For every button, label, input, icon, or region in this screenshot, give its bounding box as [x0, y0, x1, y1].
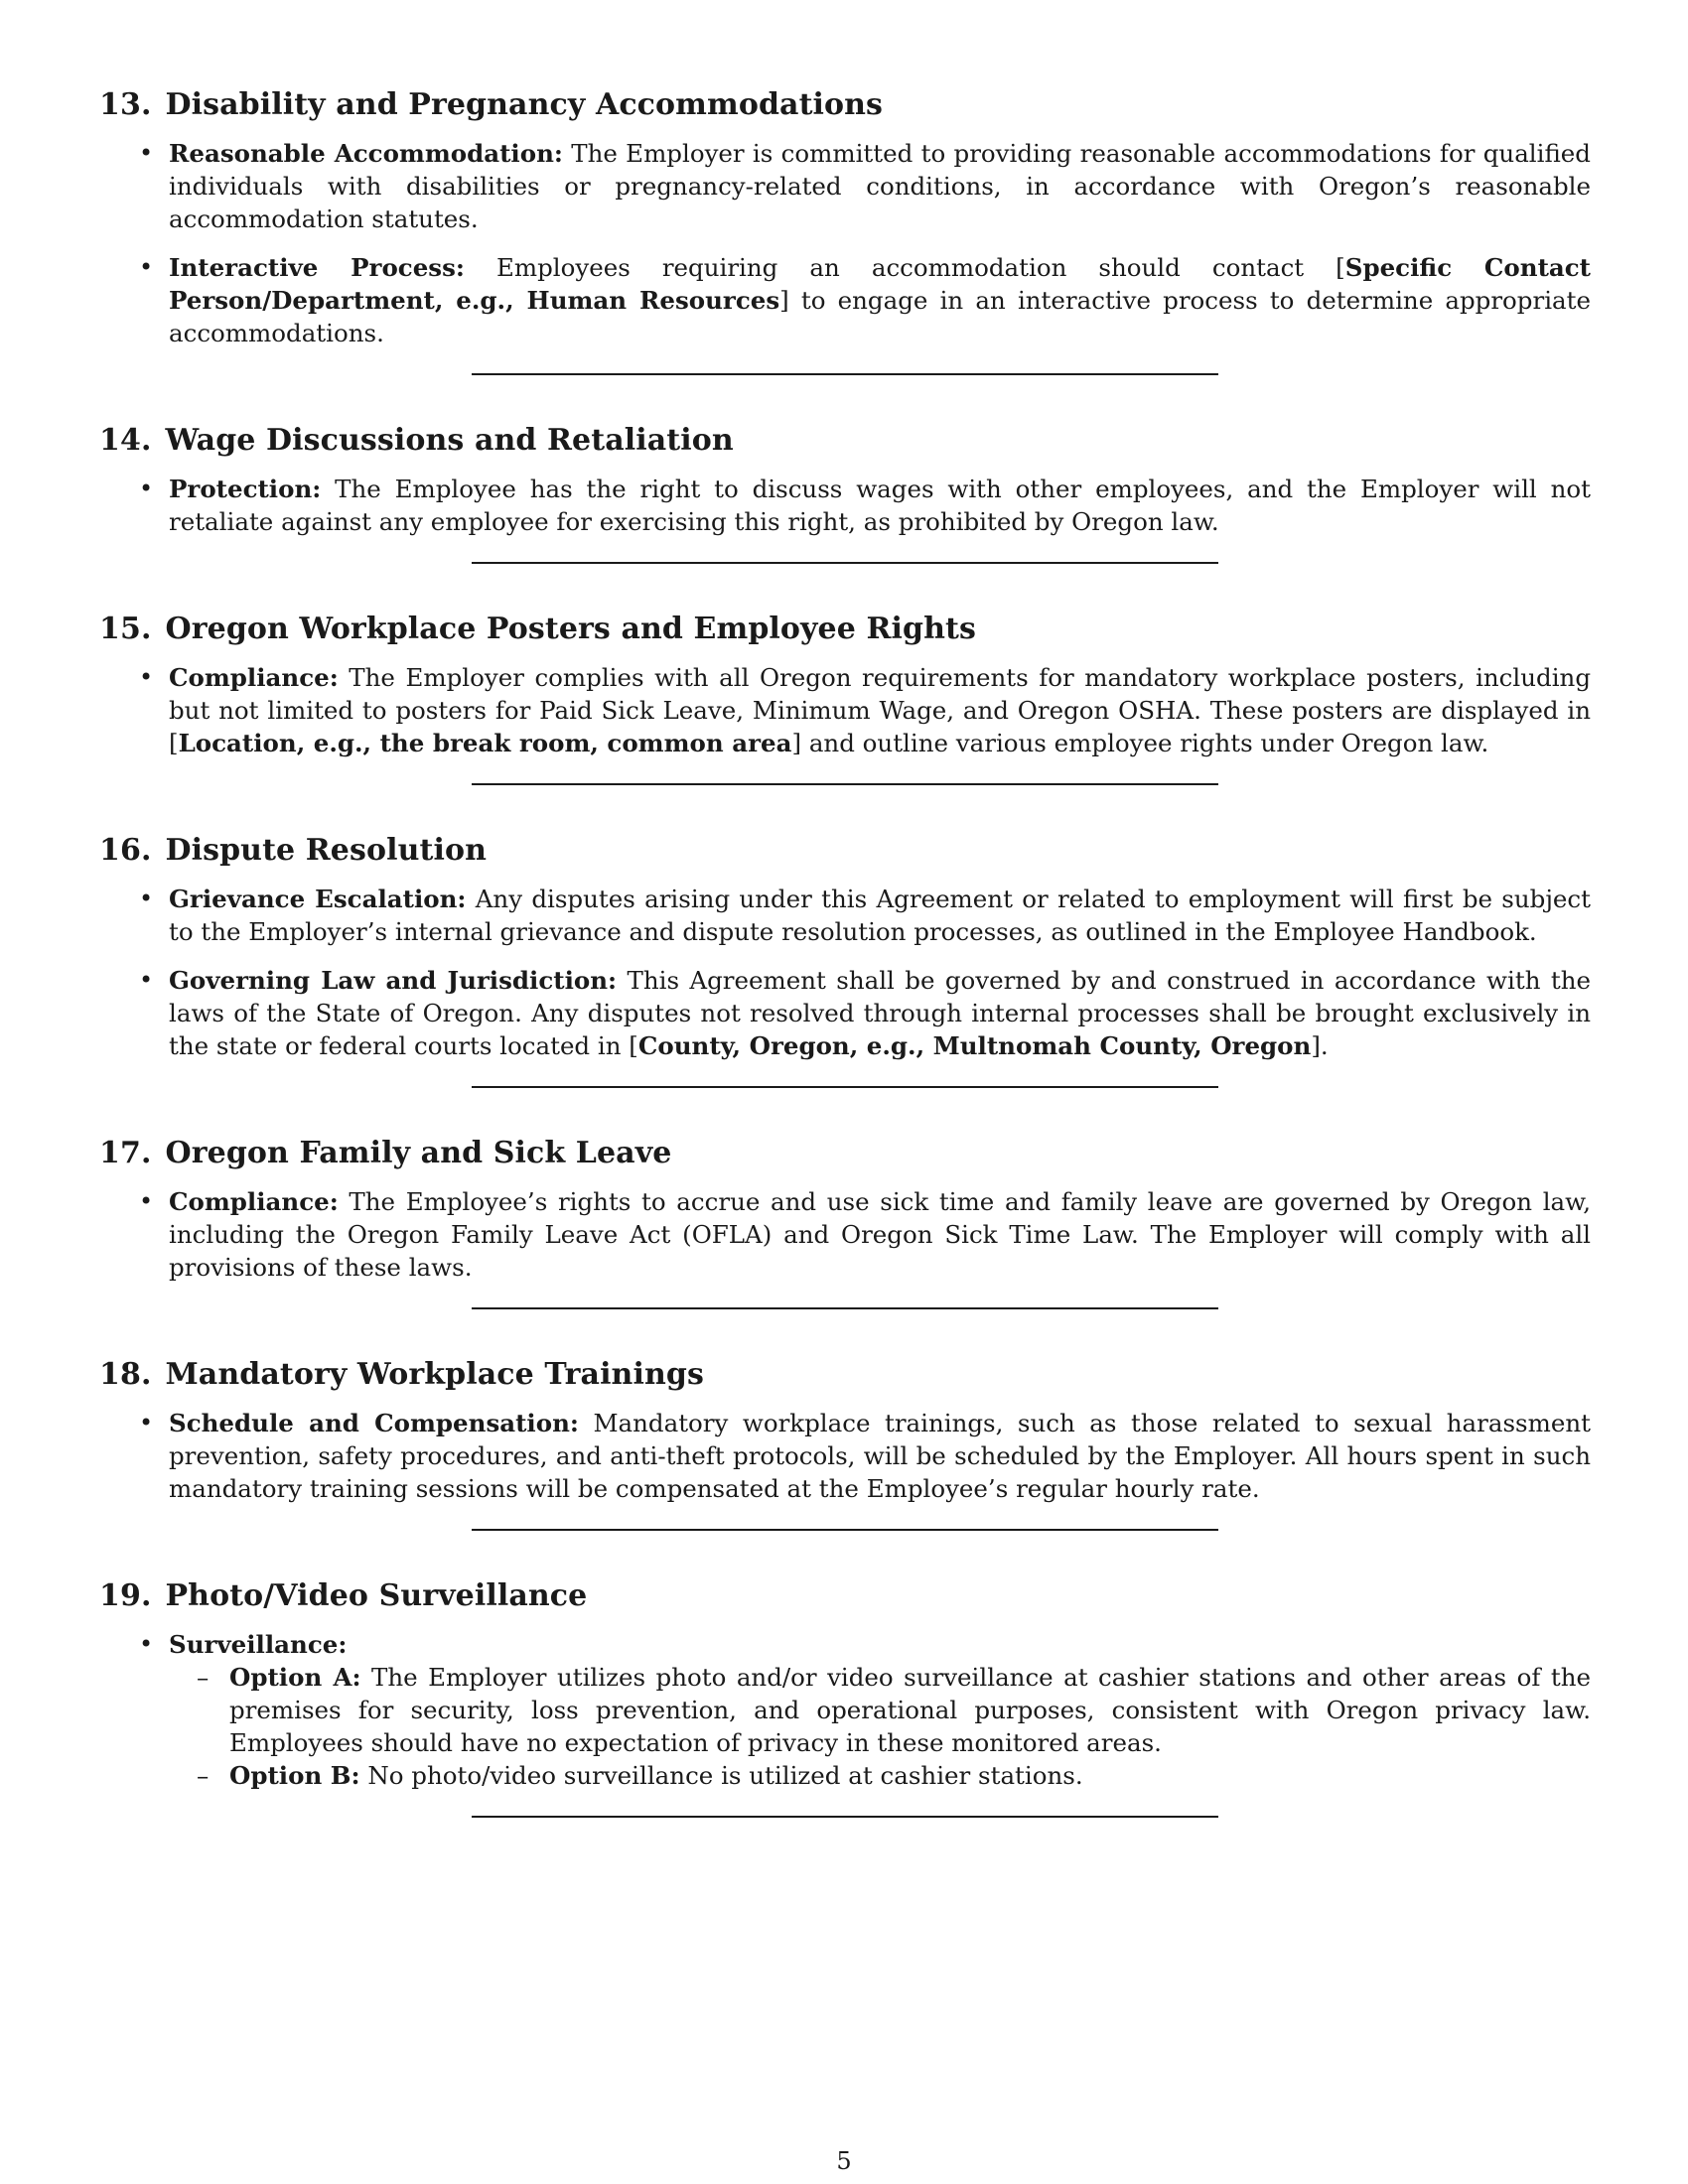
section-15	[99, 612, 1591, 759]
section-divider	[472, 1086, 1218, 1088]
item-text: Employees requiring an accommodation should contact [	[464, 253, 1345, 282]
bullet-item	[99, 661, 1591, 759]
bullet-item	[99, 883, 1591, 948]
bullet-item	[99, 473, 1591, 538]
bullet-list	[99, 473, 1591, 538]
section-heading	[99, 1136, 1591, 1171]
bullet-list	[99, 1185, 1591, 1284]
bullet-item	[99, 1185, 1591, 1284]
section-divider	[472, 783, 1218, 785]
section-title: Oregon Family and Sick Leave	[165, 1136, 672, 1170]
item-text: The Employer complies with all Oregon requirements for mandatory workplace posters, including but not limited to posters for Paid Sick Leave, Minimum Wage, and Oregon OSHA. These posters are displayed in [	[169, 663, 1591, 757]
bullet-list	[99, 137, 1591, 349]
section-heading	[99, 423, 1591, 459]
section-title: Mandatory Workplace Trainings	[165, 1357, 704, 1392]
item-label: Governing Law and Jurisdiction:	[169, 966, 618, 995]
option-list	[169, 1661, 1591, 1792]
section-divider	[472, 562, 1218, 564]
section-14	[99, 423, 1591, 538]
section-divider	[472, 373, 1218, 375]
option-item	[169, 1759, 1591, 1792]
section-number: 19.	[99, 1578, 152, 1613]
item-text: Mandatory workplace trainings, such as those related to sexual harassment prevention, safety procedures, and anti-theft protocols, will be scheduled by the Employer. All hours spent in such mandatory training sessions will be compensated at the Employee’s regular hourly rate.	[169, 1409, 1591, 1503]
item-text: ] to engage in an interactive process to determine appropriate accommodations.	[169, 286, 1591, 347]
section-divider	[472, 1529, 1218, 1531]
section-divider	[472, 1816, 1218, 1818]
item-label: Surveillance:	[169, 1630, 348, 1659]
section-13	[99, 87, 1591, 349]
bullet-list	[99, 661, 1591, 759]
bullet-item	[99, 251, 1591, 349]
option-text: No photo/video surveillance is utilized at cashier stations.	[359, 1761, 1083, 1790]
section-title: Dispute Resolution	[165, 833, 487, 868]
option-label: Option B:	[229, 1761, 360, 1790]
section-17	[99, 1136, 1591, 1284]
section-number: 18.	[99, 1357, 152, 1392]
item-text: The Employee has the right to discuss wages with other employees, and the Employer will not retaliate against any employee for exercising this right, as prohibited by Oregon law.	[169, 475, 1591, 536]
item-label: Grievance Escalation:	[169, 885, 467, 913]
item-text: Any disputes arising under this Agreement or related to employment will first be subject to the Employer’s internal grievance and dispute resolution processes, as outlined in the Employee Handbook.	[169, 885, 1591, 946]
section-number: 17.	[99, 1136, 152, 1170]
section-title: Disability and Pregnancy Accommodations	[165, 87, 884, 122]
section-title: Wage Discussions and Retaliation	[165, 423, 734, 458]
page-number: 5	[836, 2147, 852, 2175]
section-number: 16.	[99, 833, 152, 868]
bullet-item	[99, 137, 1591, 235]
section-number: 14.	[99, 423, 152, 458]
placeholder-text: Specific Contact Person/Department, e.g., Human Resources	[169, 253, 1591, 315]
item-text: The Employer is committed to providing reasonable accommodations for qualified individuals with disabilities or pregnancy-related conditions, in accordance with Oregon’s reasonable accommodation statutes.	[169, 139, 1591, 233]
section-number: 13.	[99, 87, 152, 122]
item-text: ].	[1311, 1031, 1329, 1060]
option-text: The Employer utilizes photo and/or video surveillance at cashier stations and other areas of the premises for security, loss prevention, and operational purposes, consistent with Oregon privacy law. Employees should have no expectation of privacy in these monitored areas.	[229, 1663, 1591, 1757]
section-title: Oregon Workplace Posters and Employee Rights	[165, 612, 976, 646]
bullet-item	[99, 964, 1591, 1062]
section-divider	[472, 1307, 1218, 1309]
section-16	[99, 833, 1591, 1062]
bullet-list	[99, 1628, 1591, 1792]
item-label: Compliance:	[169, 1187, 339, 1216]
bullet-item	[99, 1407, 1591, 1505]
section-heading	[99, 612, 1591, 647]
item-text: ] and outline various employee rights under Oregon law.	[791, 729, 1489, 757]
placeholder-text: County, Oregon, e.g., Multnomah County, Oregon	[637, 1031, 1312, 1060]
bullet-list	[99, 1407, 1591, 1505]
item-text: This Agreement shall be governed by and construed in accordance with the laws of the State of Oregon. Any disputes not resolved through internal processes shall be brought exclusively in the state or federal courts located in [	[169, 966, 1592, 1060]
item-label: Protection:	[169, 475, 322, 503]
item-label: Reasonable Accommodation:	[169, 139, 563, 168]
section-number: 15.	[99, 612, 152, 646]
item-text: The Employee’s rights to accrue and use sick time and family leave are governed by Oregon law, including the Oregon Family Leave Act (OFLA) and Oregon Sick Time Law. The Employer will comply with all provisions of these laws.	[169, 1187, 1591, 1282]
placeholder-text: Location, e.g., the break room, common area	[178, 729, 792, 757]
section-19	[99, 1578, 1591, 1792]
section-heading	[99, 1578, 1591, 1614]
section-18	[99, 1357, 1591, 1505]
document-body	[99, 87, 1591, 1865]
section-title: Photo/Video Surveillance	[165, 1578, 588, 1613]
option-item	[169, 1661, 1591, 1759]
section-heading	[99, 833, 1591, 869]
item-label: Interactive Process:	[169, 253, 465, 282]
section-heading	[99, 87, 1591, 123]
option-label: Option A:	[229, 1663, 361, 1692]
bullet-item	[99, 1628, 1591, 1792]
bullet-list	[99, 883, 1591, 1062]
item-label: Compliance:	[169, 663, 339, 692]
item-label: Schedule and Compensation:	[169, 1409, 579, 1437]
section-heading	[99, 1357, 1591, 1393]
